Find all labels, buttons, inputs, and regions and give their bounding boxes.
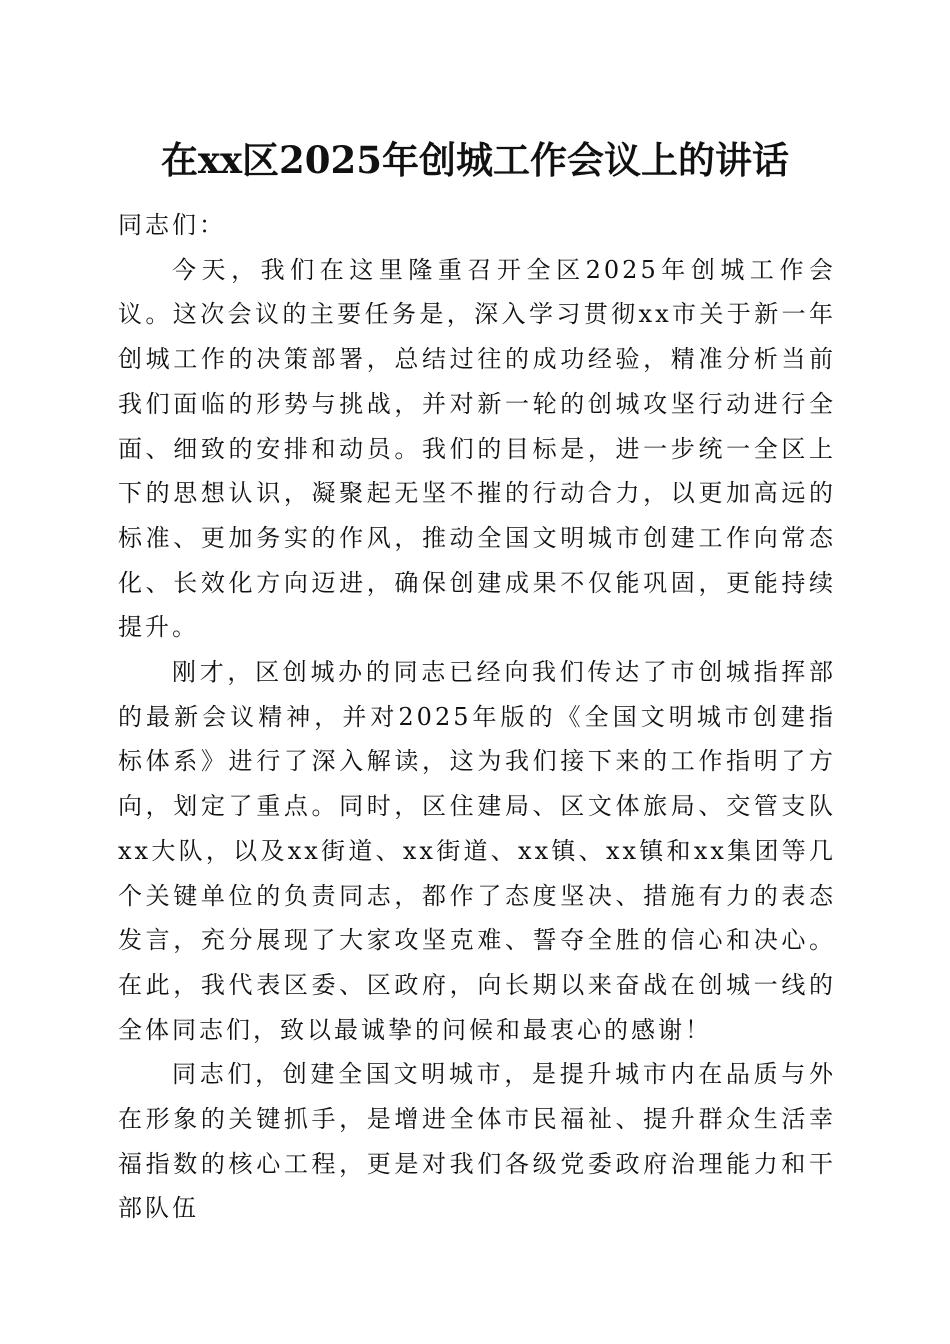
- paragraph-2: 刚才，区创城办的同志已经向我们传达了市创城指挥部的最新会议精神，并对2025年版的《全国文明城市创建指标体系》进行了深入解读，这为我们接下来的工作指明了方向，划定了重点。同时，区住建局、区文体旅局、交管支队xx大队，以及xx街道、xx街道、xx镇、xx镇和xx集团等几个关键单位的负责同志，都作了态度坚决、措施有力的表态发言，充分展现了大家攻坚克难、誓夺全胜的信心和决心。在此，我代表区委、区政府，向长期以来奋战在创城一线的全体同志们，致以最诚挚的问候和最衷心的感谢！: [118, 658, 836, 1044]
- salutation: 同志们：: [118, 211, 226, 239]
- document-body: [118, 203, 836, 1231]
- document-title: 在xx区2025年创城工作会议上的讲话: [160, 138, 790, 182]
- paragraph-1: 今天，我们在这里隆重召开全区2025年创城工作会议。这次会议的主要任务是，深入学习贯彻xx市关于新一年创城工作的决策部署，总结过往的成功经验，精准分析当前我们面临的形势与挑战，并对新一轮的创城攻坚行动进行全面、细致的安排和动员。我们的目标是，进一步统一全区上下的思想认识，凝聚起无坚不摧的行动合力，以更加高远的标准、更加务实的作风，推动全国文明城市创建工作向常态化、长效化方向迈进，确保创建成果不仅能巩固，更能持续提升。: [118, 255, 836, 642]
- paragraph-3: 同志们，创建全国文明城市，是提升城市内在品质与外在形象的关键抓手，是增进全体市民福祉、提升群众生活幸福指数的核心工程，更是对我们各级党委政府治理能力和干部队伍: [118, 1060, 836, 1223]
